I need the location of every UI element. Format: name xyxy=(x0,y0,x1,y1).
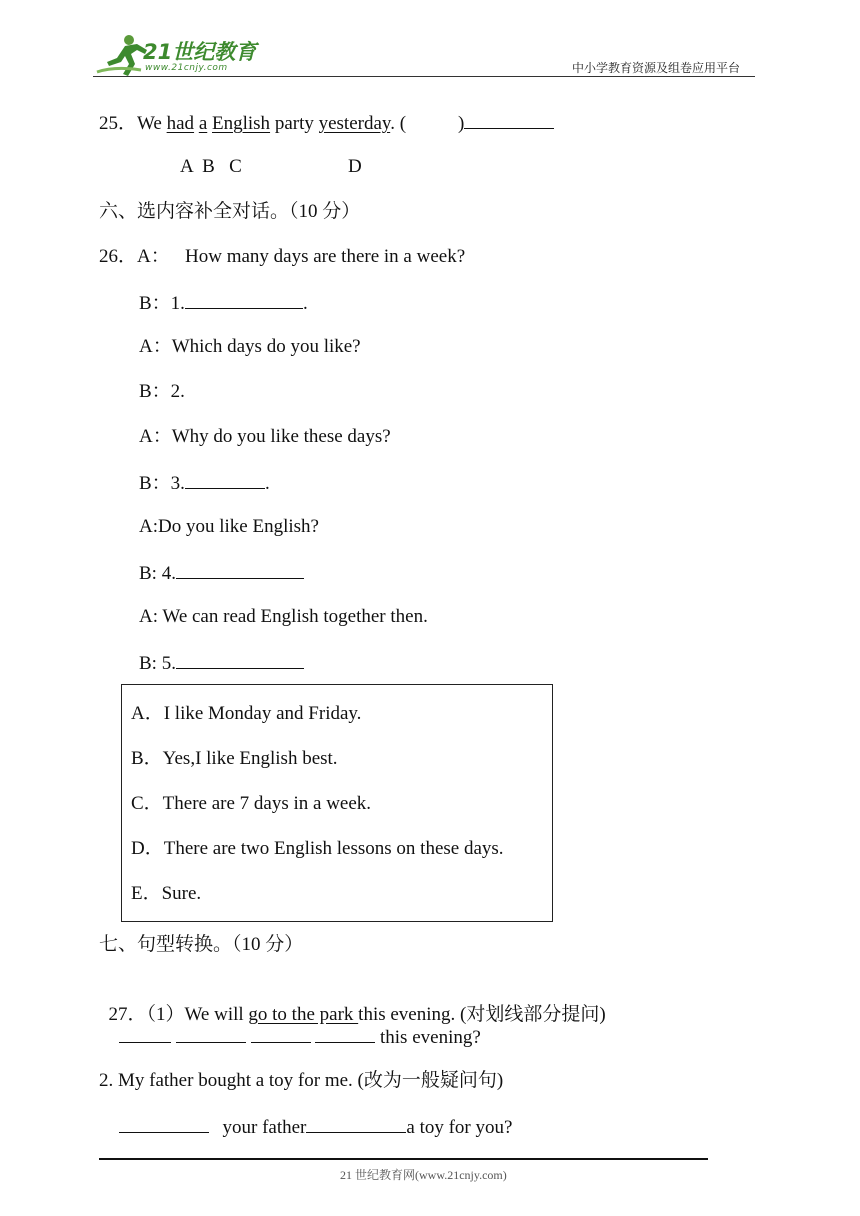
q26-blank-4[interactable] xyxy=(176,560,304,579)
q26-line-2: B：1. . xyxy=(139,290,308,316)
q27-blank-1[interactable] xyxy=(119,1024,171,1043)
q25-option-labels-abc: A B C xyxy=(180,156,242,177)
header-divider xyxy=(93,76,755,77)
q27-underlined-phrase: go to the park xyxy=(248,1004,359,1025)
q27-part-1-answer: this evening? xyxy=(119,1024,481,1050)
logo-title: 21世纪教育 xyxy=(143,40,257,64)
q26-line-8: B: 4. xyxy=(139,560,304,586)
q27-part-2: 2. My father bought a toy for me. (改为一般疑问句) xyxy=(99,1070,504,1091)
q25-number: 25． xyxy=(99,113,138,134)
q26-line-10: B: 5. xyxy=(139,650,304,676)
q26-blank-3[interactable] xyxy=(185,470,265,489)
q25-word-english: English xyxy=(212,113,271,134)
q26-blank-5[interactable] xyxy=(176,650,304,669)
option-c: C．There are 7 days in a week. xyxy=(131,793,372,814)
q27-part-2-answer: your father a toy for you? xyxy=(119,1114,512,1140)
q26-line-9: A: We can read English together then. xyxy=(139,606,428,627)
q27-blank-6[interactable] xyxy=(306,1114,406,1133)
q26-blank-1[interactable] xyxy=(185,290,303,309)
q26-number: 26．A： xyxy=(99,246,170,267)
q27-blank-4[interactable] xyxy=(315,1024,375,1043)
q26-line-5: A：Why do you like these days? xyxy=(139,426,391,447)
option-b: B．Yes,I like English best. xyxy=(131,748,338,769)
question-25 xyxy=(99,110,554,136)
section-7-title: 七、句型转换。（10 分） xyxy=(99,934,304,955)
q25-paren-close: ) xyxy=(458,113,465,134)
q25-answer-blank[interactable] xyxy=(464,110,554,129)
q25-option-label-d: D xyxy=(348,156,362,177)
q26-line-7: A:Do you like English? xyxy=(139,516,319,537)
q25-word-party: party xyxy=(274,113,314,134)
q27-blank-2[interactable] xyxy=(176,1024,246,1043)
q26-line-6: B：3. . xyxy=(139,470,270,496)
q27-blank-5[interactable] xyxy=(119,1114,209,1133)
footer-divider xyxy=(99,1158,708,1160)
q27-blank-3[interactable] xyxy=(251,1024,311,1043)
option-d: D．There are two English lessons on these days. xyxy=(131,838,504,859)
q26-line-1: How many days are there in a week? xyxy=(185,246,466,267)
q27-part-1: 27．（1）We will go to the park this evening. (对划线部分提问) xyxy=(108,1004,606,1025)
q25-word-yesterday: yesterday xyxy=(318,113,391,134)
q26-line-4: B：2. xyxy=(139,381,185,402)
q26-line-3: A：Which days do you like? xyxy=(139,336,361,357)
option-a: A．I like Monday and Friday. xyxy=(131,703,362,724)
q25-word-a: a xyxy=(198,113,208,134)
q25-word-we: We xyxy=(137,113,162,134)
header-platform-text: 中小学教育资源及组卷应用平台 xyxy=(572,61,741,75)
footer-text: 21 世纪教育网(www.21cnjy.com) xyxy=(340,1168,507,1182)
section-6-title: 六、选内容补全对话。（10 分） xyxy=(99,201,361,222)
option-e: E．Sure. xyxy=(131,883,202,904)
logo-url: www.21cnjy.com xyxy=(145,63,228,73)
header-logo xyxy=(95,32,260,78)
q25-word-had: had xyxy=(166,113,195,134)
q25-paren-open: . ( xyxy=(390,113,407,134)
